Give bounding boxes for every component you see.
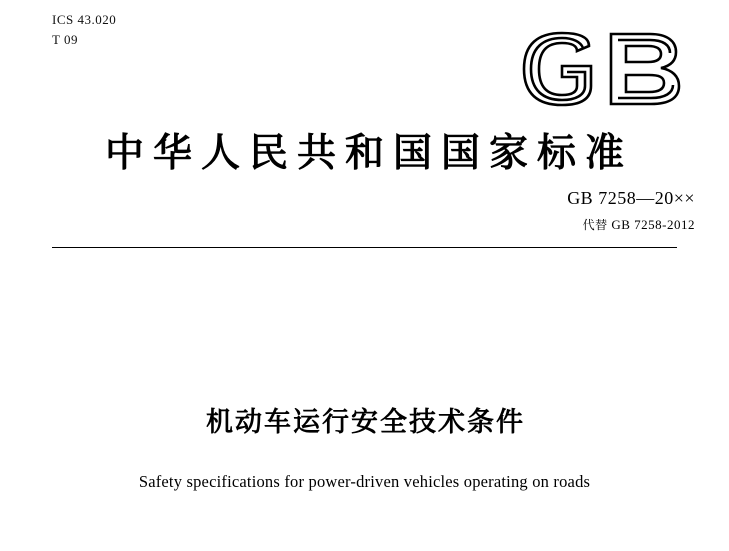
gb-emblem-icon — [515, 30, 695, 108]
standard-replaces — [583, 216, 695, 233]
classification-codes — [52, 10, 116, 50]
replaces-standard-number: GB 7258-2012 — [611, 217, 695, 232]
national-standard-title: 中华人民共和国国家标准 — [104, 131, 633, 176]
document-title-english: Safety specifications for power-driven vehicles operating on roads — [138, 472, 591, 491]
header-divider — [52, 247, 677, 248]
classification-code: T 09 — [52, 32, 78, 47]
ics-code: ICS 43.020 — [52, 12, 117, 27]
replaces-prefix-label: 代替 — [582, 218, 608, 232]
standard-number: GB 7258—20×× — [567, 188, 695, 208]
document-title-chinese: 机动车运行安全技术条件 — [206, 407, 525, 438]
